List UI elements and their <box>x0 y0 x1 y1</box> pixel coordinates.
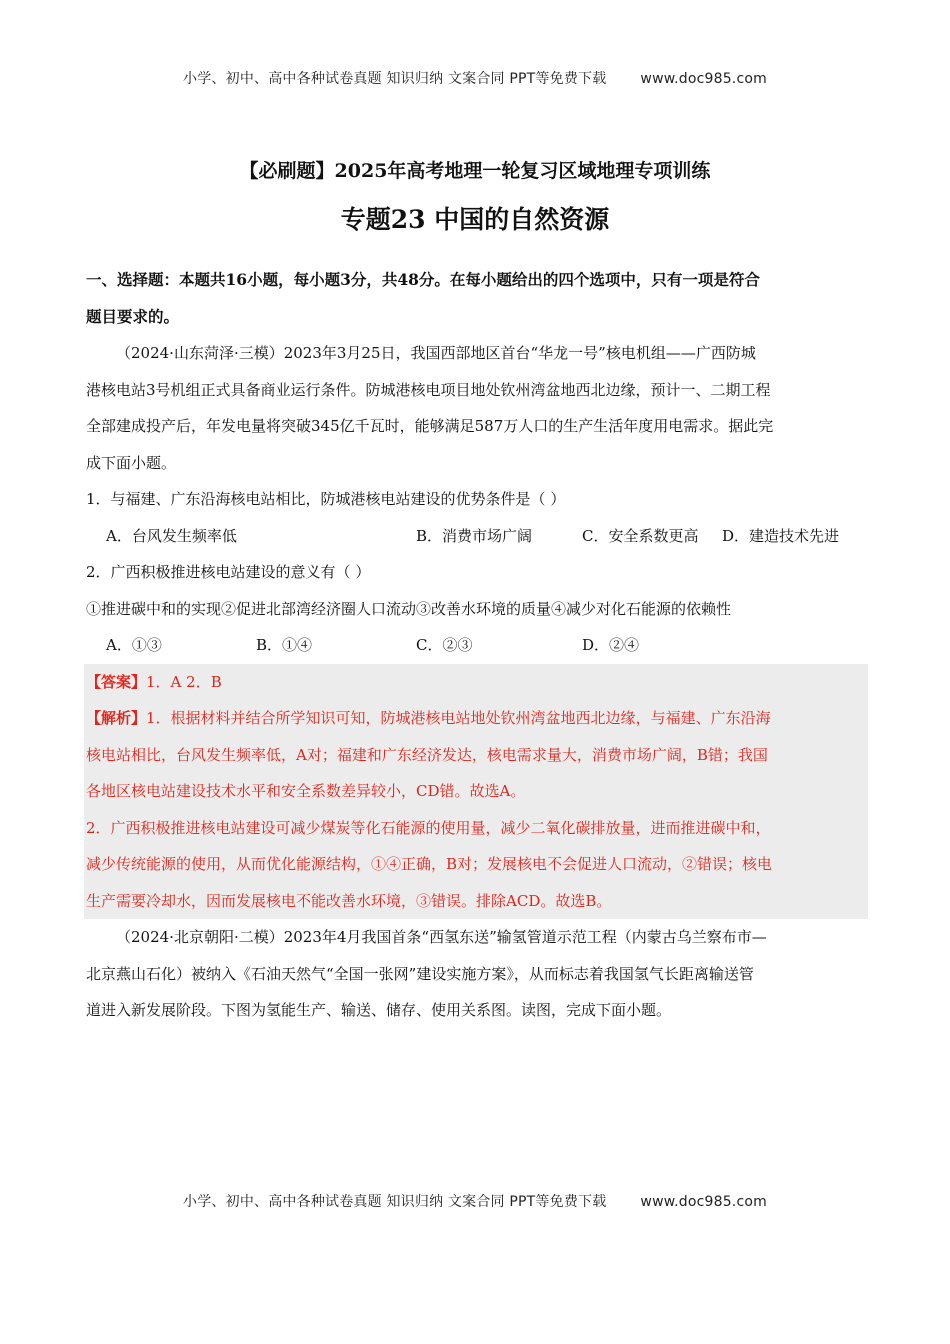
analysis-tag: 【解析】 <box>86 709 147 727</box>
passage-1-line: 港核电站3号机组正式具备商业运行条件。防城港核电项目地处钦州湾盆地西北边缘，预计一、二期工程 <box>86 380 771 399</box>
passage-1-line: （2024·山东菏泽·三模）2023年3月25日，我国西部地区首台“华龙一号”核电机组——广西防城 <box>116 344 756 362</box>
question-2-statements: ①推进碳中和的实现②促进北部湾经济圈人口流动③改善水环境的质量④减少对化石能源的依赖性 <box>86 599 732 618</box>
q1-option-b: B．消费市场广阔 <box>416 526 533 545</box>
section-heading-line-2: 题目要求的。 <box>86 306 180 326</box>
question-2-stem: 2．广西积极推进核电站建设的意义有（ ） <box>86 563 371 581</box>
passage-2-line: 道进入新发展阶段。下图为氢能生产、输送、储存、使用关系图。读图，完成下面小题。 <box>86 1001 672 1019</box>
answer-analysis-box <box>84 664 868 920</box>
question-1-stem: 1．与福建、广东沿海核电站相比，防城港核电站建设的优势条件是（ ） <box>86 490 566 508</box>
footer-site-link[interactable]: www.doc985.com <box>640 1194 767 1210</box>
q1-option-a: A．台风发生频率低 <box>106 526 237 545</box>
document-title: 专题23 中国的自然资源 <box>340 205 610 234</box>
section-heading-line-1: 一、选择题：本题共16小题，每小题3分，共48分。在每小题给出的四个选项中，只有一项是符合 <box>86 270 760 289</box>
question-2 <box>86 554 866 664</box>
passage-2-line: 北京燕山石化）被纳入《石油天然气“全国一张网”建设实施方案》，从而标志着我国氢气长距离输送管 <box>86 964 754 983</box>
passage-2-line: （2024·北京朝阳·二模）2023年4月我国首条“西氢东送”输氢管道示范工程（内蒙古乌兰察布市— <box>116 928 767 946</box>
page-header <box>0 68 950 88</box>
question-1 <box>86 481 866 554</box>
q2-option-b: B．①④ <box>256 636 313 654</box>
analysis-line: 各地区核电站建设技术水平和安全系数差异较小，CD错。故选A。 <box>86 782 526 800</box>
question-1-options <box>86 518 866 555</box>
q2-option-d: D．②④ <box>582 636 640 654</box>
passage-1-line: 成下面小题。 <box>86 453 177 472</box>
document-body <box>86 262 866 1029</box>
analysis-line: 减少传统能源的使用，从而优化能源结构，①④正确，B对；发展核电不会促进人口流动，②错误；核电 <box>86 855 773 873</box>
analysis-text: 1．根据材料并结合所学知识可知，防城港核电站地处钦州湾盆地西北边缘，与福建、广东沿海 <box>146 709 771 727</box>
passage-2 <box>86 919 866 1029</box>
answer-line <box>86 664 868 701</box>
page-footer <box>0 1191 950 1211</box>
document-supertitle: 【必刷题】2025年高考地理一轮复习区域地理专项训练 <box>239 160 711 182</box>
analysis-line: 生产需要冷却水，因而发展核电不能改善水环境，③错误。排除ACD。故选B。 <box>86 891 612 910</box>
header-text: 小学、初中、高中各种试卷真题 知识归纳 文案合同 PPT等免费下载 <box>183 71 607 87</box>
answer-tag: 【答案】 <box>86 672 147 691</box>
q2-option-a: A．①③ <box>106 636 162 654</box>
q1-option-c: C．安全系数更高 <box>582 526 699 545</box>
q1-option-d: D．建造技术先进 <box>722 526 840 545</box>
q2-option-c: C．②③ <box>416 636 473 654</box>
header-site-link[interactable]: www.doc985.com <box>640 71 767 87</box>
passage-1-line: 全部建成投产后，年发电量将突破345亿千瓦时，能够满足587万人口的生产生活年度用电需求。据此完 <box>86 417 774 435</box>
analysis-line: 2．广西积极推进核电站建设可减少煤炭等化石能源的使用量，减少二氧化碳排放量，进而推进碳中和， <box>86 818 771 837</box>
question-2-options <box>86 627 866 664</box>
analysis-line <box>86 700 868 737</box>
analysis-line: 核电站相比，台风发生频率低，A对；福建和广东经济发达，核电需求量大，消费市场广阔，B错；我国 <box>86 745 768 764</box>
footer-text: 小学、初中、高中各种试卷真题 知识归纳 文案合同 PPT等免费下载 <box>183 1194 607 1210</box>
answer-text: 1．A 2．B <box>146 672 222 691</box>
passage-1 <box>86 335 866 481</box>
